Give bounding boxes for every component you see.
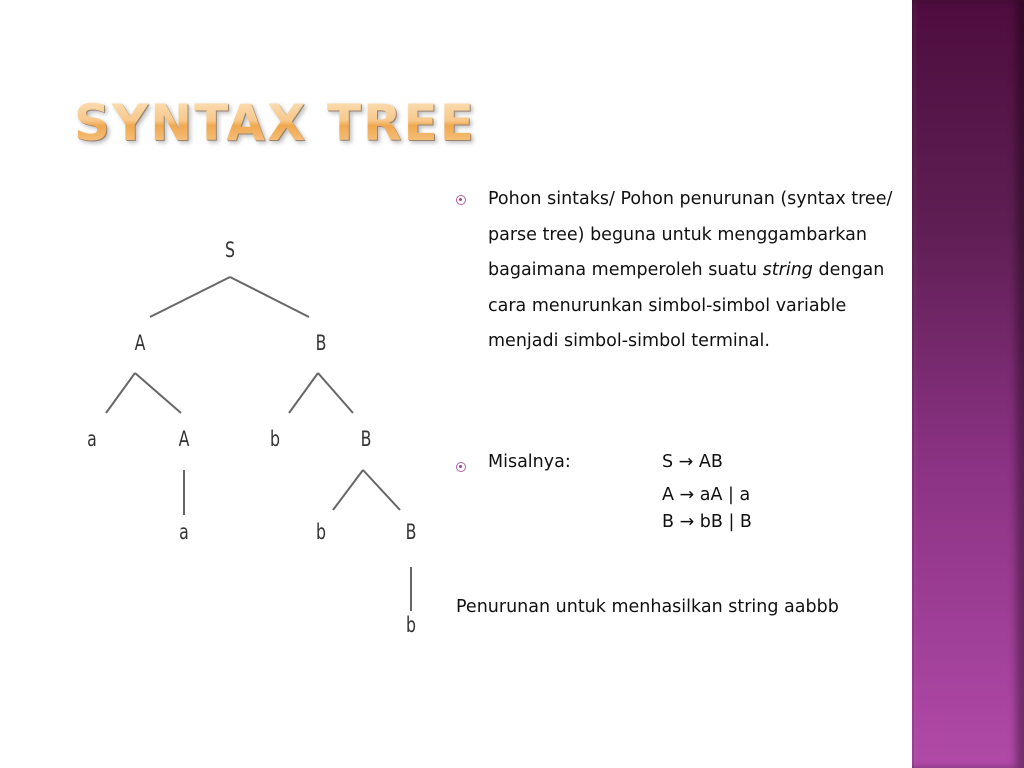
slide-title: SYNTAX TREE bbox=[74, 94, 476, 152]
definition-text-end: dengan cara menurunkan simbol-simbol variable menjadi simbol-simbol terminal. bbox=[488, 260, 885, 351]
tree-node-A: A bbox=[134, 331, 146, 355]
tree-node-b: b bbox=[315, 520, 327, 544]
tree-node-a: a bbox=[179, 520, 189, 544]
definition-paragraph bbox=[488, 182, 918, 360]
circle-bullet-icon bbox=[456, 462, 466, 472]
syntax-tree-diagram bbox=[80, 230, 440, 650]
tree-node-A: A bbox=[178, 427, 190, 451]
definition-italic-term: string bbox=[762, 260, 813, 280]
tree-node-a: a bbox=[87, 427, 97, 451]
tree-node-b: b bbox=[405, 613, 417, 637]
closing-text: Penurunan untuk menhasilkan string aabbb bbox=[456, 597, 839, 617]
decorative-side-band bbox=[912, 0, 1024, 768]
tree-node-B: B bbox=[315, 331, 327, 355]
tree-node-B: B bbox=[405, 520, 417, 544]
grammar-rule: B → bB | B bbox=[662, 512, 752, 532]
tree-node-b: b bbox=[269, 427, 281, 451]
tree-node-S: S bbox=[224, 238, 236, 262]
definition-text: Pohon sintaks/ Pohon penurunan (syntax tree/ parse tree) beguna untuk menggambarkan bagaimana memperoleh suatu bbox=[488, 189, 893, 280]
side-band-edge bbox=[912, 0, 914, 768]
tree-node-B: B bbox=[360, 427, 372, 451]
circle-bullet-icon bbox=[456, 195, 466, 205]
grammar-rule: A → aA | a bbox=[662, 485, 751, 505]
tree-edges bbox=[80, 230, 440, 650]
example-label: Misalnya: bbox=[488, 452, 571, 472]
grammar-rule: S → AB bbox=[662, 452, 723, 472]
